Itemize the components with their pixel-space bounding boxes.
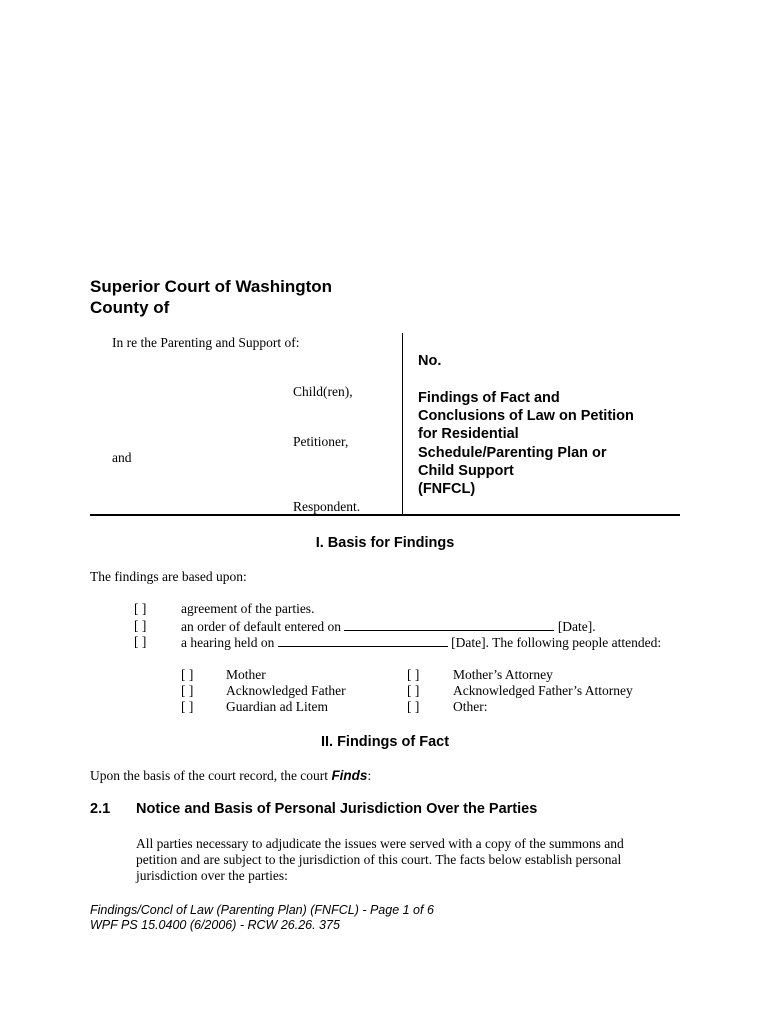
subsection-number: 2.1	[90, 801, 111, 817]
paragraph-line-1: All parties necessary to adjudicate the issues were served with a copy of the summons and	[136, 836, 624, 851]
caption-divider-vertical	[402, 333, 403, 515]
checkbox-mother-attorney[interactable]: [ ]	[407, 667, 420, 682]
checkbox-ack-father[interactable]: [ ]	[181, 683, 194, 698]
basis-default-line	[181, 618, 596, 635]
checkbox-father-attorney[interactable]: [ ]	[407, 683, 420, 698]
basis-hearing-label: a hearing held on	[181, 635, 275, 650]
checkbox-default[interactable]: [ ]	[134, 618, 147, 633]
doc-title-line-1: Findings of Fact and	[418, 390, 560, 406]
checkbox-mother[interactable]: [ ]	[181, 667, 194, 682]
county-label: County of	[90, 298, 170, 317]
checkbox-agreement[interactable]: [ ]	[134, 601, 147, 616]
section-2-heading: II. Findings of Fact	[320, 734, 450, 750]
basis-agreement-label: agreement of the parties.	[181, 601, 315, 616]
subsection-title: Notice and Basis of Personal Jurisdiction Over the Parties	[136, 801, 538, 817]
respondent-label: Respondent.	[293, 499, 361, 514]
attendee-other: Other:	[453, 699, 488, 714]
checkbox-gal[interactable]: [ ]	[181, 699, 194, 714]
paragraph-line-3: jurisdiction over the parties:	[136, 868, 288, 883]
hearing-date-suffix: [Date]. The following people attended:	[451, 635, 662, 650]
attendee-father-attorney: Acknowledged Father’s Attorney	[453, 683, 633, 698]
caption-divider-horizontal	[90, 514, 680, 516]
section-1-heading: I. Basis for Findings	[315, 535, 455, 551]
doc-title-line-2: Conclusions of Law on Petition	[418, 408, 634, 424]
court-name: Superior Court of Washington	[90, 277, 333, 296]
checkbox-hearing[interactable]: [ ]	[134, 634, 147, 649]
doc-title-line-6: (FNFCL)	[418, 481, 476, 497]
and-label: and	[112, 450, 132, 465]
footer-line-1: Findings/Concl of Law (Parenting Plan) (FNFCL) - Page 1 of 6	[90, 903, 434, 917]
doc-title-line-3: for Residential	[418, 426, 519, 442]
petitioner-label: Petitioner,	[293, 434, 349, 449]
checkbox-other[interactable]: [ ]	[407, 699, 420, 714]
children-label: Child(ren),	[293, 384, 353, 399]
case-number-label: No.	[418, 353, 442, 369]
basis-default-label: an order of default entered on	[181, 619, 342, 634]
findings-intro-colon: :	[367, 768, 372, 783]
default-date-suffix: [Date].	[557, 619, 596, 634]
attendee-ack-father: Acknowledged Father	[226, 683, 346, 698]
in-re-label: In re the Parenting and Support of:	[112, 335, 300, 350]
doc-title-line-4: Schedule/Parenting Plan or	[418, 445, 607, 461]
default-date-field[interactable]	[344, 618, 554, 631]
basis-intro: The findings are based upon:	[90, 569, 247, 584]
attendee-mother-attorney: Mother’s Attorney	[453, 667, 553, 682]
attendee-gal: Guardian ad Litem	[226, 699, 328, 714]
footer-line-2: WPF PS 15.0400 (6/2006) - RCW 26.26. 375	[90, 918, 340, 932]
hearing-date-field[interactable]	[278, 634, 448, 647]
findings-emphasis: Finds	[331, 768, 368, 783]
doc-title-line-5: Child Support	[418, 463, 514, 479]
basis-hearing-line	[181, 634, 661, 651]
findings-intro-text: Upon the basis of the court record, the court	[90, 768, 332, 783]
paragraph-line-2: petition and are subject to the jurisdiction of this court. The facts below establish personal	[136, 852, 622, 867]
attendee-mother: Mother	[226, 667, 266, 682]
findings-intro	[90, 768, 371, 784]
